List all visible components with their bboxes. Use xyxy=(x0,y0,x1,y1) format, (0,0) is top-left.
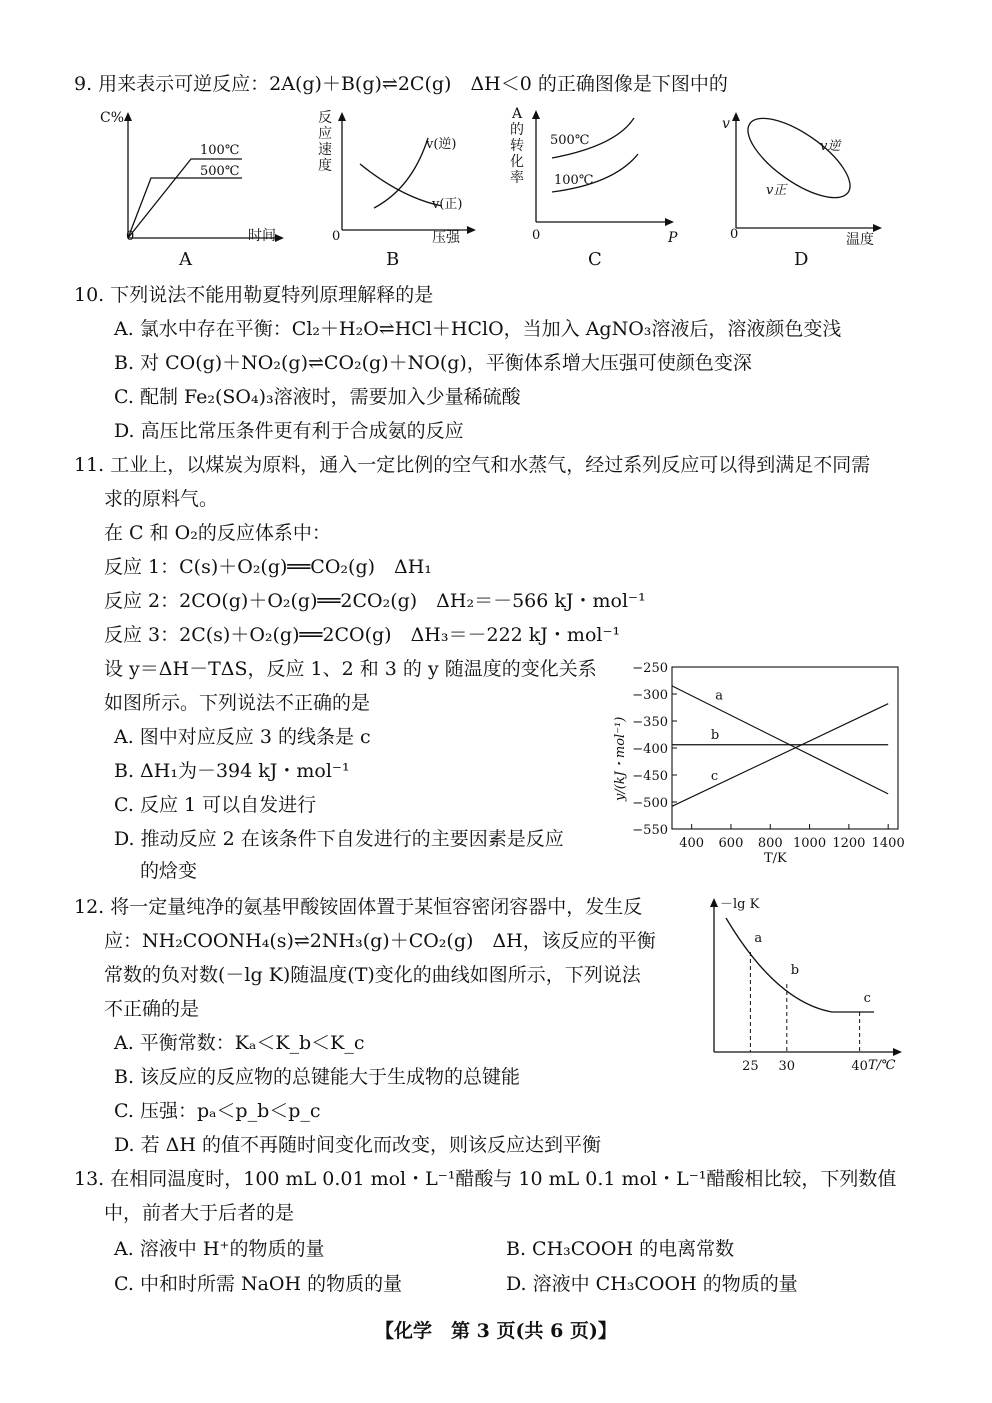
q11-ytick-label: −400 xyxy=(632,742,668,757)
q11-xtick-label: 400 xyxy=(679,836,705,851)
q9-d-xlabel: 温度 xyxy=(846,232,874,248)
q9-d-ylabel: v xyxy=(722,116,730,132)
q9-figure-a xyxy=(96,108,286,248)
q9-c-ylabel: A 的转化率 xyxy=(510,106,524,186)
q9-b-curve2: v(正) xyxy=(432,197,463,212)
q12-xtick-40: 40 xyxy=(851,1059,868,1074)
q9-c-xlabel: P xyxy=(668,230,678,246)
q9-figure-b xyxy=(312,108,482,248)
q11-stem-1: 11. 工业上，以煤炭为原料，通入一定比例的空气和水蒸气，经过系列反应可以得到满足不同需 xyxy=(74,454,871,476)
q11-line-c xyxy=(672,704,888,807)
q12-curve xyxy=(726,918,874,1012)
q11-option-c: C. 反应 1 可以自发进行 xyxy=(114,794,317,816)
q12-point-label-c: c xyxy=(863,991,871,1006)
q11-xtick-label: 600 xyxy=(718,836,744,851)
q11-option-a: A. 图中对应反应 3 的线条是 c xyxy=(114,726,371,748)
q11-ytick-label: −350 xyxy=(632,715,668,730)
q9-stem: 9. 用来表示可逆反应：2A(g)＋B(g)⇌2C(g) ΔH＜0 的正确图像是下图中的 xyxy=(74,73,728,95)
q11-option-d: D. 推动反应 2 在该条件下自发进行的主要因素是反应 xyxy=(114,828,564,850)
q12-stem-4: 不正确的是 xyxy=(104,998,200,1020)
q9-c-origin: 0 xyxy=(532,228,541,243)
q13-stem-1: 13. 在相同温度时，100 mL 0.01 mol・L⁻¹醋酸与 10 mL 0.1 mol・L⁻¹醋酸相比较，下列数值 xyxy=(74,1168,897,1190)
q9-caption-d: D xyxy=(794,249,809,270)
q11-ytick-label: −500 xyxy=(632,796,668,811)
q13-stem-2: 中，前者大于后者的是 xyxy=(104,1202,295,1224)
q12-option-b: B. 该反应的反应物的总键能大于生成物的总键能 xyxy=(114,1066,521,1088)
q11-chart xyxy=(606,656,906,870)
q11-ytick-label: −250 xyxy=(632,661,668,676)
q9-caption-a: A xyxy=(179,249,192,270)
q11-stem-2: 求的原料气。 xyxy=(104,488,219,510)
q12-stem-2: 应：NH₂COONH₄(s)⇌2NH₃(g)＋CO₂(g) ΔH，该反应的平衡 xyxy=(104,930,656,952)
q12-option-a: A. 平衡常数：Kₐ＜K_b＜K_c xyxy=(114,1032,365,1054)
q10-option-b: B. 对 CO(g)＋NO₂(g)⇌CO₂(g)＋NO(g)，平衡体系增大压强可使颜色变深 xyxy=(114,352,752,374)
q12-point-label-a: a xyxy=(754,931,763,946)
q11-option-b: B. ΔH₁为－394 kJ・mol⁻¹ xyxy=(114,760,350,782)
q9-a-xlabel: 时间 xyxy=(248,228,276,244)
q12-chart xyxy=(706,890,906,1076)
q11-xtick-label: 1000 xyxy=(793,836,827,851)
q9-caption-b: B xyxy=(386,249,400,270)
q11-reaction-1: 反应 1：C(s)＋O₂(g)══CO₂(g) ΔH₁ xyxy=(104,556,432,578)
q12-stem-1: 12. 将一定量纯净的氨基甲酸铵固体置于某恒容密闭容器中，发生反 xyxy=(74,896,643,918)
q11-ytick-label: −300 xyxy=(632,688,668,703)
q11-stem-5: 如图所示。下列说法不正确的是 xyxy=(104,692,371,714)
q12-xtick-30: 30 xyxy=(778,1059,796,1074)
q12-option-d: D. 若 ΔH 的值不再随时间变化而改变，则该反应达到平衡 xyxy=(114,1134,602,1156)
q12-xtick-25: 25 xyxy=(742,1059,759,1074)
q11-ytick-label: −450 xyxy=(632,769,668,784)
q9-figure-d xyxy=(716,108,892,248)
q9-a-curve2: 500℃ xyxy=(200,164,240,179)
q12-chart-ylabel: －lg K xyxy=(720,897,760,912)
q11-option-d-cont: 的焓变 xyxy=(140,860,198,882)
q11-xtick-label: 800 xyxy=(757,836,783,851)
q9-b-xlabel: 压强 xyxy=(432,230,460,246)
q9-c-curve2: 100℃ xyxy=(554,173,594,188)
q9-a-origin-label: 0 xyxy=(126,229,135,244)
q11-xtick-label: 1400 xyxy=(871,836,905,851)
q9-figure-c xyxy=(506,106,686,246)
q11-line-label-a: a xyxy=(715,688,724,704)
q9-d-origin: 0 xyxy=(730,227,739,242)
q13-option-a: A. 溶液中 H⁺的物质的量 xyxy=(114,1238,325,1260)
q9-b-origin: 0 xyxy=(332,229,341,244)
q11-line-label-b: b xyxy=(710,727,720,743)
q9-a-ylabel: C% xyxy=(100,110,125,126)
q11-stem-4: 设 y＝ΔH－TΔS，反应 1、2 和 3 的 y 随温度的变化关系 xyxy=(104,658,597,680)
q11-xtick-label: 1200 xyxy=(832,836,866,851)
q11-line-a xyxy=(672,686,888,794)
q12-point-label-b: b xyxy=(790,963,800,978)
page-footer: 【化学 第 3 页(共 6 页)】 xyxy=(375,1320,617,1342)
q10-option-c: C. 配制 Fe₂(SO₄)₃溶液时，需要加入少量稀硫酸 xyxy=(114,386,521,408)
q13-option-c: C. 中和时所需 NaOH 的物质的量 xyxy=(114,1273,403,1295)
q12-option-c: C. 压强：pₐ＜p_b＜p_c xyxy=(114,1100,321,1122)
q10-stem: 10. 下列说法不能用勒夏特列原理解释的是 xyxy=(74,284,434,306)
q11-chart-xlabel: T/K xyxy=(764,851,787,866)
q12-stem-3: 常数的负对数(－lg K)随温度(T)变化的曲线如图所示，下列说法 xyxy=(104,964,641,986)
q11-stem-3: 在 C 和 O₂的反应体系中： xyxy=(104,522,331,544)
q9-d-curve1: v逆 xyxy=(820,139,841,154)
q9-b-ylabel: 反应速度 xyxy=(318,110,332,174)
q9-c-curve1: 500℃ xyxy=(550,133,590,148)
q11-reaction-3: 反应 3：2C(s)＋O₂(g)══2CO(g) ΔH₃＝－222 kJ・mol⁻¹ xyxy=(104,624,621,646)
q9-d-curve2: v正 xyxy=(766,183,787,198)
q10-option-a: A. 氯水中存在平衡：Cl₂＋H₂O⇌HCl＋HClO，当加入 AgNO₃溶液后，溶液颜色变浅 xyxy=(114,318,842,340)
q9-b-curve1: v(逆) xyxy=(426,137,457,152)
q13-option-d: D. 溶液中 CH₃COOH 的物质的量 xyxy=(506,1273,798,1295)
q12-chart-xlabel: T/℃ xyxy=(868,1058,896,1073)
q13-option-b: B. CH₃COOH 的电离常数 xyxy=(506,1238,735,1260)
q11-chart-ylabel: y/(kJ・mol⁻¹) xyxy=(613,716,628,801)
q11-reaction-2: 反应 2：2CO(g)＋O₂(g)══2CO₂(g) ΔH₂＝－566 kJ・mol⁻¹ xyxy=(104,590,646,612)
q11-line-label-c: c xyxy=(710,768,719,784)
q9-caption-c: C xyxy=(588,249,602,270)
q11-ytick-label: −550 xyxy=(632,823,668,838)
q10-option-d: D. 高压比常压条件更有利于合成氨的反应 xyxy=(114,420,464,442)
q9-a-curve1: 100℃ xyxy=(200,143,240,158)
